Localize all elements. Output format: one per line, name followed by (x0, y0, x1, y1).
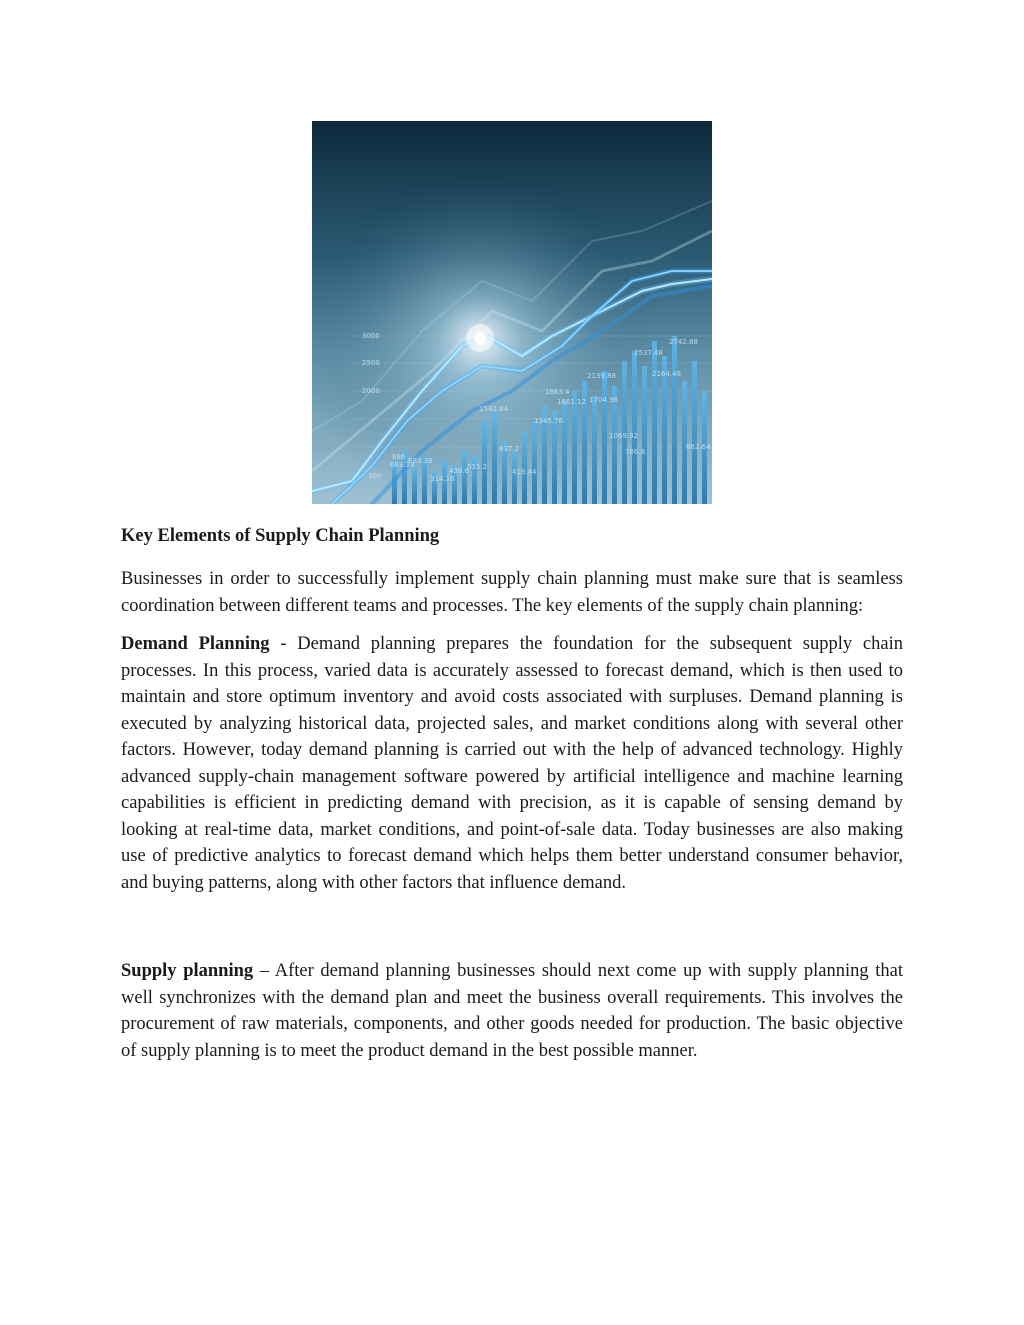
value-label: 2742.88 (669, 338, 698, 346)
value-label: 2139.88 (587, 372, 616, 380)
document-body (121, 523, 903, 1076)
value-label: 1661.12 (557, 398, 586, 406)
supply-planning-text: – After demand planning businesses should next come up with supply planning that well synchronizes with the demand plan and meet the business overall requirements. This involves the procurement of raw materials, components, and other goods needed for production. The basic objective of supply planning is to meet the product demand in the best possible manner. (121, 961, 904, 1061)
value-label: 837.2 (499, 445, 520, 453)
demand-planning-text: - Demand planning prepares the foundation for the subsequent supply chain processes. In this process, varied data is accurately assessed to forecast demand, which is then used to maintain and store optimum inventory and avoid costs associated with surpluses. Demand planning is executed by analyzing historical data, projected sales, and market conditions along with several other factors. However, today demand planning is carried out with the help of advanced technology. Highly advanced supply-chain management software powered by artificial intelligence and machine learning capabilities is efficient in predicting demand with precision, as it is capable of sensing demand by looking at real-time data, market conditions, and point-of-sale data. Today businesses are also making use of predictive analytics to forecast demand which helps them better understand consumer behavior, and buying patterns, along with other factors that influence demand. (121, 634, 903, 893)
value-label: 1704.96 (589, 396, 618, 404)
value-label: 1863.4 (545, 388, 570, 396)
value-label: 686 (392, 453, 406, 461)
value-label: 2537.48 (634, 349, 663, 357)
value-label: 1345.76 (534, 417, 563, 425)
value-label: 683.38 (408, 457, 433, 465)
value-label: 314.16 (430, 475, 455, 483)
supply-planning-paragraph (121, 958, 903, 1064)
axis-tick-label: 3000 (362, 332, 380, 340)
rising-chart-image (312, 121, 712, 504)
value-label: 1069.32 (609, 432, 638, 440)
value-label: 2164.48 (652, 370, 681, 378)
axis-tick-label: 2000 (362, 387, 380, 395)
value-label: 1542.84 (479, 405, 508, 413)
value-label: 436.6 (449, 467, 470, 475)
demand-planning-paragraph (121, 631, 903, 896)
supply-planning-term: Supply planning (121, 961, 254, 981)
value-label: 663.38 (390, 461, 415, 469)
chart-illustration (312, 121, 712, 504)
value-label: 419.44 (512, 468, 537, 476)
value-label: 515.2 (467, 463, 488, 471)
demand-planning-term: Demand Planning (121, 634, 270, 654)
intro-paragraph: Businesses in order to successfully implement supply chain planning must make sure that is seamless coordination between different teams and processes. The key elements of the supply chain planning: (121, 569, 903, 616)
value-label: 786.8 (625, 448, 646, 456)
section-heading: Key Elements of Supply Chain Planning (121, 526, 440, 546)
axis-tick-label: 300 (368, 472, 382, 480)
value-label: 862.64 (686, 443, 711, 451)
axis-tick-label: 2500 (362, 359, 380, 367)
